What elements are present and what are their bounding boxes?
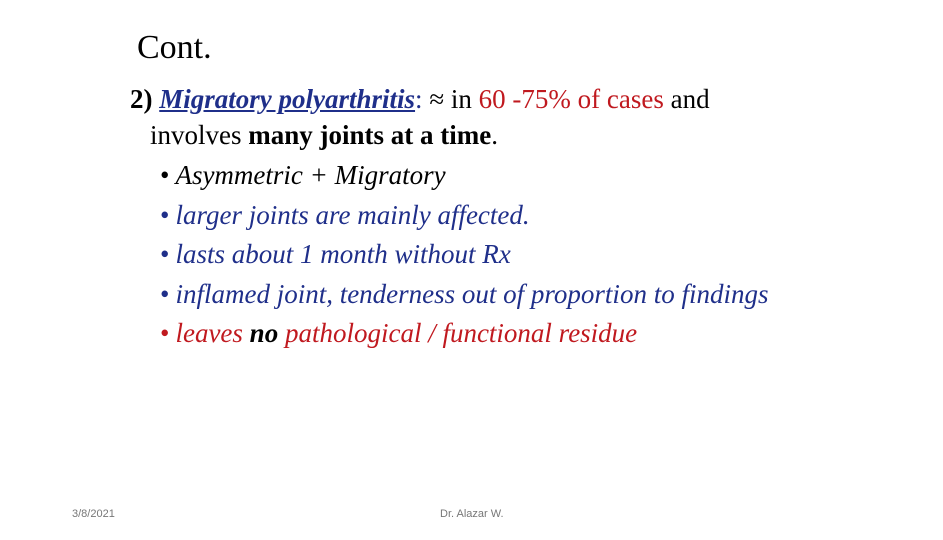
- bullet-item-duration: [160, 235, 768, 275]
- footer-date: 3/8/2021: [72, 508, 115, 520]
- and-text: and: [663, 84, 710, 114]
- bullet-dot-icon: •: [160, 239, 170, 269]
- bullet-text: Asymmetric + Migratory: [175, 160, 446, 190]
- bullet-dot-icon: •: [160, 278, 170, 309]
- approx-text: ≈ in: [422, 84, 479, 114]
- feature-bullet-list: [160, 156, 768, 354]
- emphasis-no: no: [249, 318, 279, 348]
- bullet-item-asymmetric: [160, 156, 768, 196]
- footer-author: Dr. Alazar W.: [440, 508, 504, 520]
- bullet-text-after: pathological / functional residue: [278, 318, 638, 348]
- bullet-text: larger joints are mainly affected.: [175, 199, 530, 230]
- intro-line-2: [130, 117, 930, 153]
- bullet-text: inflamed joint, tenderness out of proportion to findings: [175, 278, 769, 309]
- bullet-item-inflamed-joint: [160, 275, 768, 315]
- bullet-text: lasts about 1 month without Rx: [175, 239, 511, 269]
- bullet-dot-icon: •: [160, 318, 170, 348]
- involves-text: involves: [150, 120, 249, 150]
- bullet-item-larger-joints: [160, 196, 768, 236]
- slide-title: Cont.: [137, 29, 212, 66]
- percent-of-cases: 60 -75% of cases: [478, 84, 664, 114]
- period-text: .: [491, 120, 498, 150]
- bullet-dot-icon: •: [160, 160, 170, 190]
- term-migratory-polyarthritis: Migratory polyarthritis: [159, 84, 416, 114]
- bullet-text-before: leaves: [175, 318, 250, 348]
- intro-line-1: [130, 84, 710, 114]
- item-number: 2): [130, 84, 153, 114]
- intro-paragraph: [130, 81, 930, 153]
- bullet-dot-icon: •: [160, 199, 170, 230]
- many-joints-text: many joints at a time: [248, 120, 492, 150]
- term-colon: :: [415, 84, 423, 114]
- bullet-item-no-residue: [160, 314, 768, 354]
